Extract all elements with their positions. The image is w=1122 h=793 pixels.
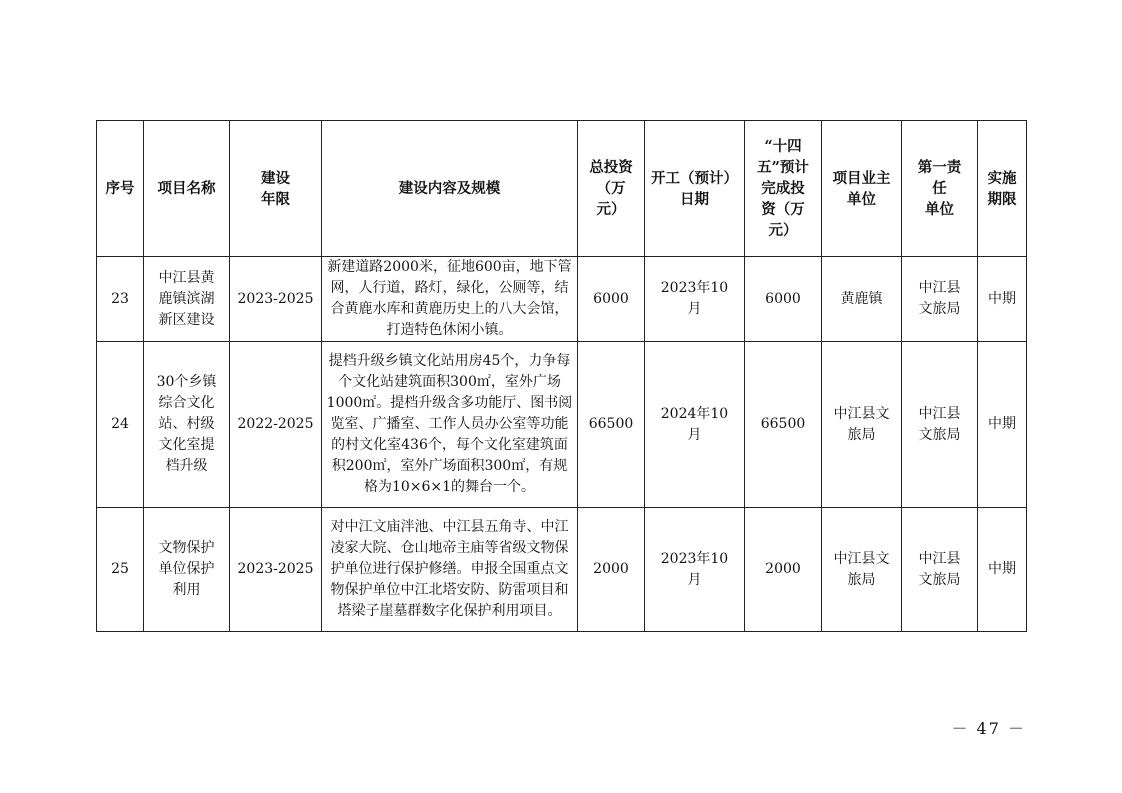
cell-name: 中江县黄 鹿镇滨湖 新区建设 [144, 257, 230, 342]
project-table [96, 120, 1027, 632]
cell-total: 2000 [578, 508, 645, 632]
header-period: 建设 年限 [230, 121, 322, 257]
header-phase: 实施 期限 [978, 121, 1027, 257]
cell-period: 2023-2025 [230, 508, 322, 632]
cell-owner: 中江县文 旅局 [822, 342, 902, 508]
cell-owner: 中江县文 旅局 [822, 508, 902, 632]
cell-name: 30个乡镇 综合文化 站、村级 文化室提 档升级 [144, 342, 230, 508]
cell-start: 2024年10 月 [645, 342, 745, 508]
cell-total: 66500 [578, 342, 645, 508]
cell-total: 6000 [578, 257, 645, 342]
cell-start: 2023年10 月 [645, 508, 745, 632]
cell-seq: 25 [97, 508, 144, 632]
cell-plan: 66500 [745, 342, 822, 508]
table-row [97, 342, 1027, 508]
cell-period: 2022-2025 [230, 342, 322, 508]
header-start-date: 开工（预计） 日期 [645, 121, 745, 257]
cell-name: 文物保护 单位保护 利用 [144, 508, 230, 632]
header-planned-investment: “十四 五”预计 完成投 资（万 元） [745, 121, 822, 257]
cell-content: 对中江文庙泮池、中江县五角寺、中江凌家大院、仓山地帝主庙等省级文物保护单位进行保护修缮。申报全国重点文物保护单位中江北塔安防、防雷项目和塔梁子崖墓群数字化保护利用项目。 [322, 508, 578, 632]
header-owner: 项目业主 单位 [822, 121, 902, 257]
cell-seq: 23 [97, 257, 144, 342]
cell-period: 2023-2025 [230, 257, 322, 342]
cell-phase: 中期 [978, 257, 1027, 342]
cell-content: 提档升级乡镇文化站用房45个，力争每个文化站建筑面积300㎡，室外广场1000㎡。提档升级含多功能厅、图书阅览室、广播室、工作人员办公室等功能的村文化室436个，每个文化室建筑面积200㎡，室外广场面积300㎡，有规格为10×6×1的舞台一个。 [322, 342, 578, 508]
cell-content: 新建道路2000米，征地600亩，地下管网，人行道，路灯，绿化，公厕等，结合黄鹿水库和黄鹿历史上的八大会馆，打造特色休闲小镇。 [322, 257, 578, 342]
header-seq: 序号 [97, 121, 144, 257]
table-header-row [97, 121, 1027, 257]
cell-seq: 24 [97, 342, 144, 508]
table-row [97, 508, 1027, 632]
header-responsible: 第一责 任 单位 [902, 121, 978, 257]
cell-plan: 6000 [745, 257, 822, 342]
cell-owner: 黄鹿镇 [822, 257, 902, 342]
table-row [97, 257, 1027, 342]
cell-responsible: 中江县 文旅局 [902, 342, 978, 508]
cell-start: 2023年10 月 [645, 257, 745, 342]
cell-responsible: 中江县 文旅局 [902, 508, 978, 632]
cell-responsible: 中江县 文旅局 [902, 257, 978, 342]
header-content: 建设内容及规模 [322, 121, 578, 257]
cell-plan: 2000 [745, 508, 822, 632]
page-number: － 47 － [951, 719, 1026, 738]
cell-phase: 中期 [978, 342, 1027, 508]
header-total-investment: 总投资 （万 元） [578, 121, 645, 257]
cell-phase: 中期 [978, 508, 1027, 632]
header-name: 项目名称 [144, 121, 230, 257]
